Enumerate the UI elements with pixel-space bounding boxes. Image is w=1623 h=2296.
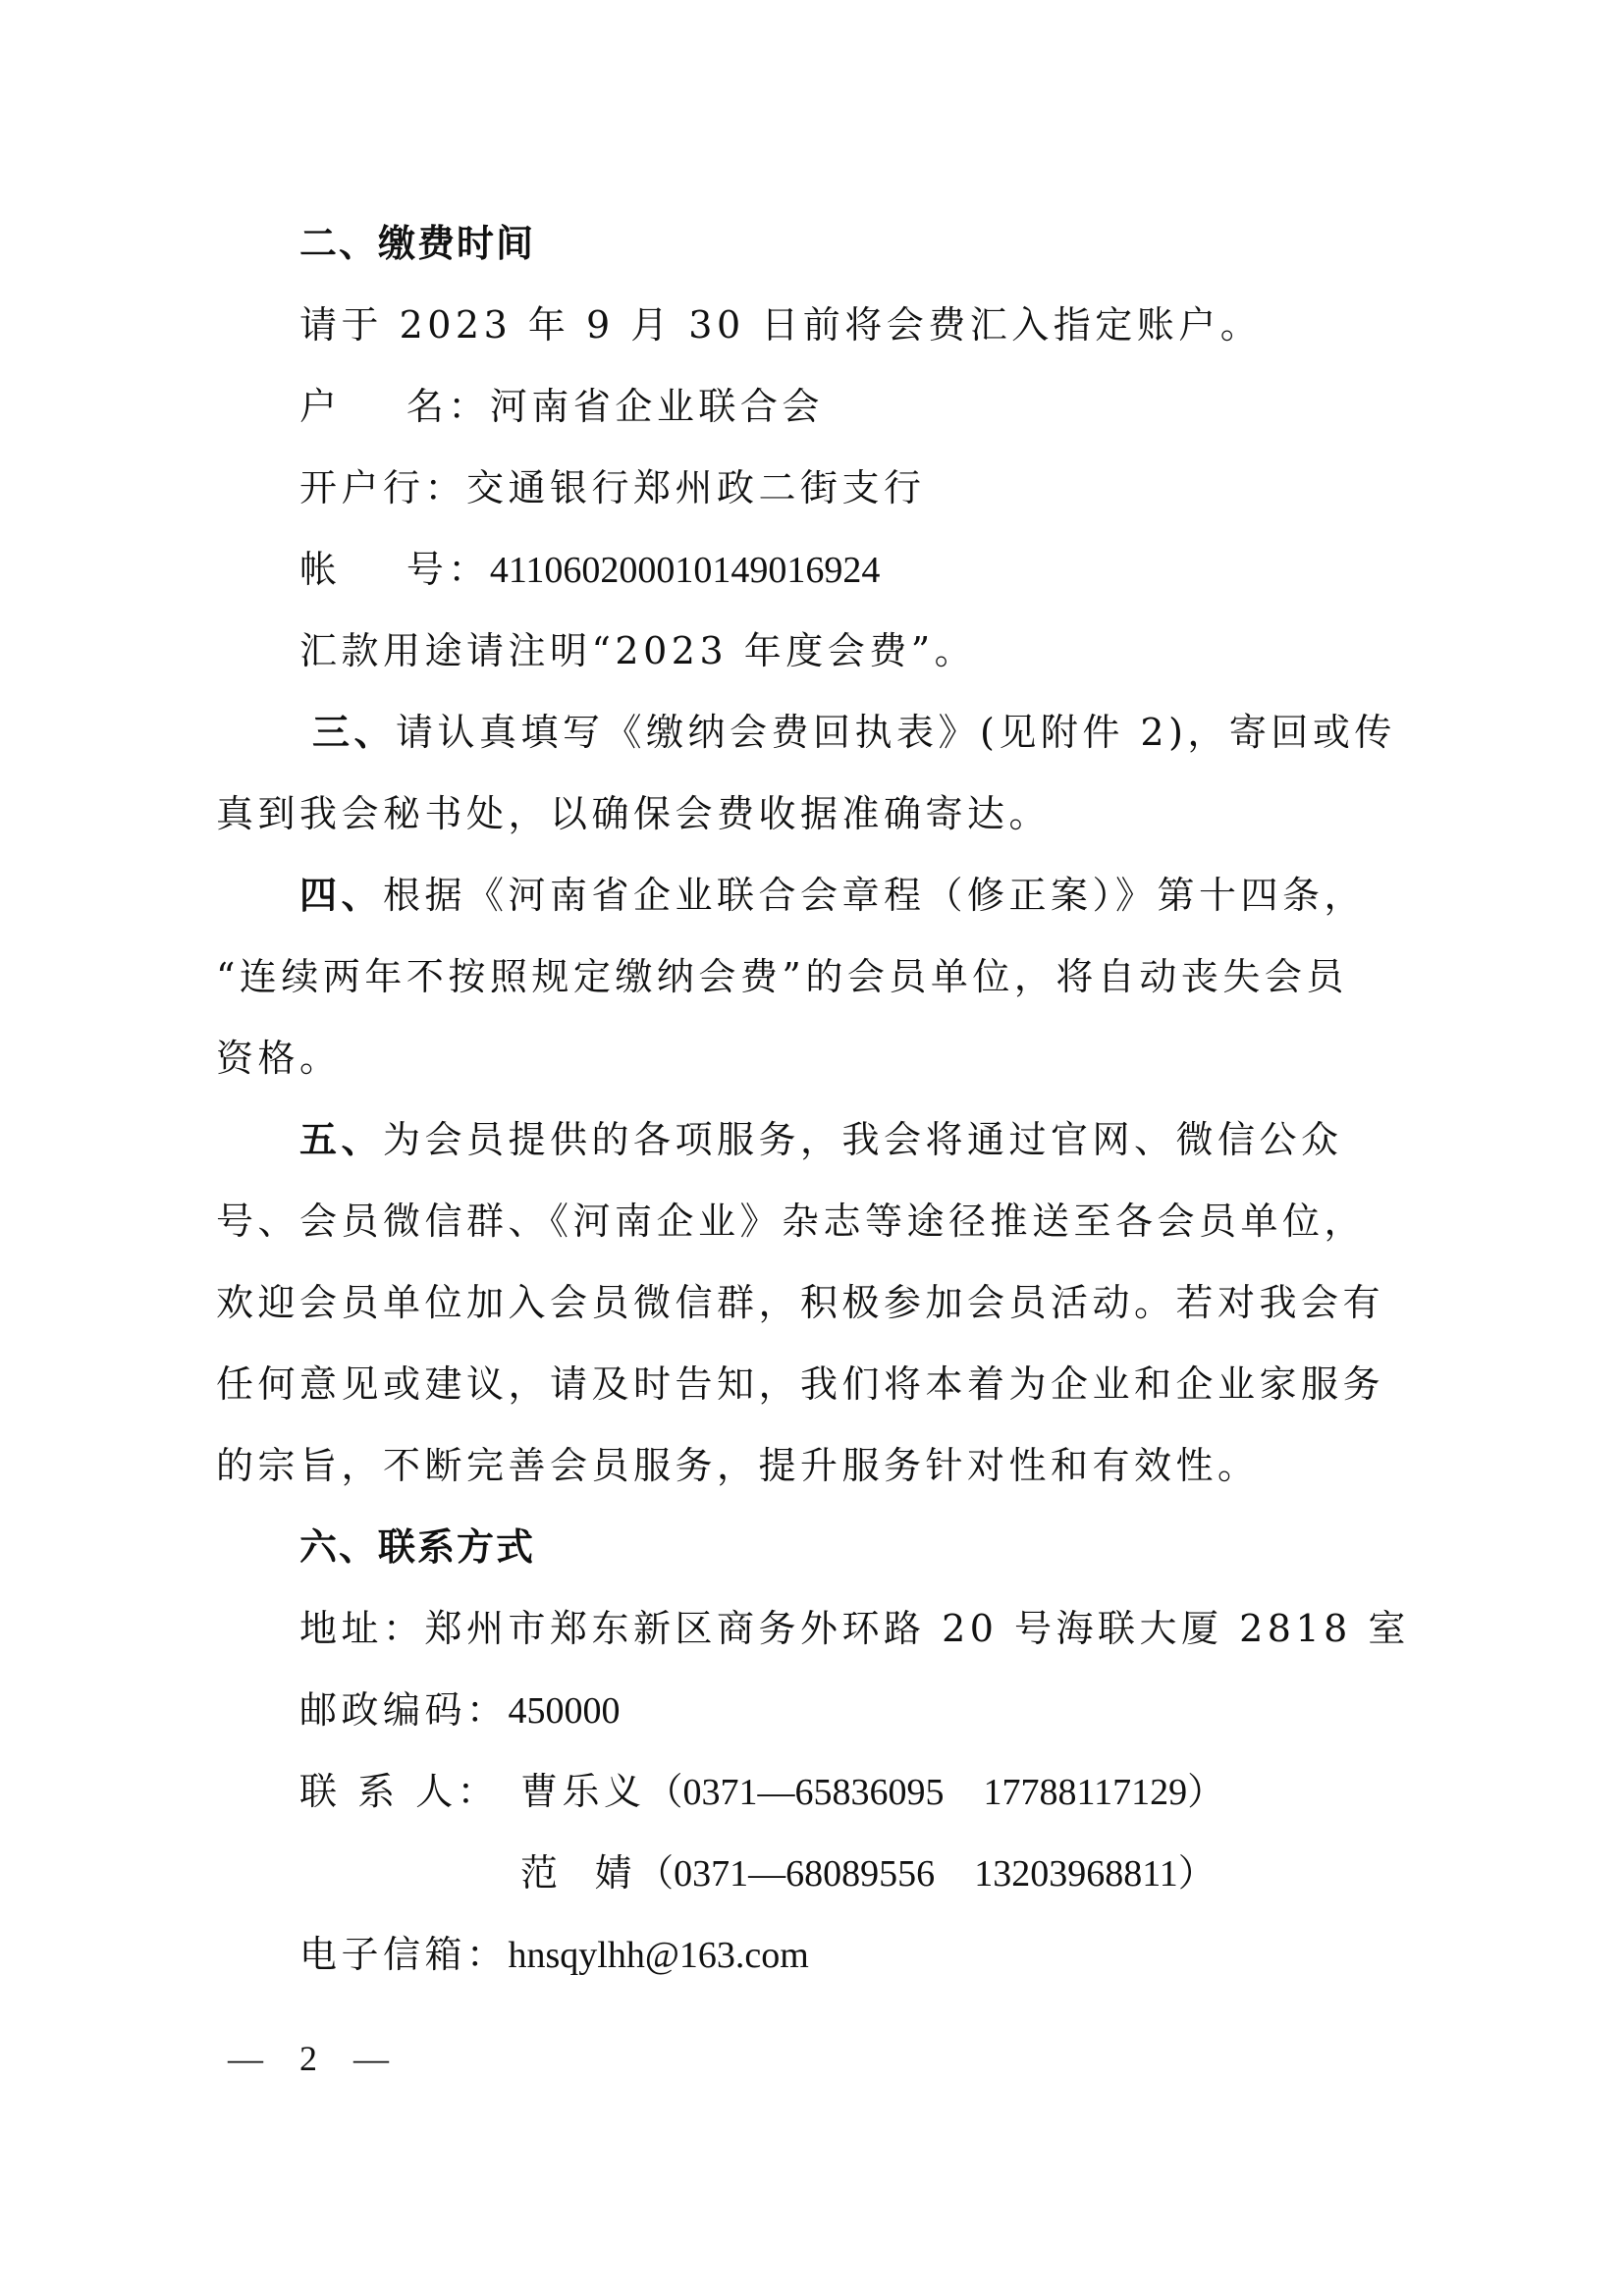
postcode-row (299, 1681, 1502, 1739)
address-label: 地址： (299, 1607, 425, 1650)
contact-name: 范 婧 (520, 1851, 637, 1895)
section5-line1 (299, 1110, 1419, 1169)
section-heading-contact: 六、联系方式 (299, 1525, 536, 1569)
account-number-label: 帐 号： (299, 548, 490, 591)
account-name-value: 河南省企业联合会 (489, 385, 824, 428)
postcode-label: 邮政编码： (299, 1688, 509, 1732)
address-value: 郑州市郑东新区商务外环路 20 号海联大厦 2818 室 (424, 1607, 1410, 1650)
contact-phone: （0371—68089556 (636, 1853, 936, 1895)
contact-row-2 (299, 1843, 1502, 1902)
payment-deadline: 请于 2023 年 9 月 30 日前将会费汇入指定账户。 (299, 303, 1263, 347)
section4-line3: 资格。 (216, 1037, 342, 1080)
section5-line3: 欢迎会员单位加入会员微信群，积极参加会员活动。若对我会有 (216, 1281, 1385, 1324)
bank-row (299, 458, 1502, 517)
account-name-row (299, 377, 1502, 436)
account-number-row (299, 540, 1502, 599)
section5-lead: 五、 (299, 1118, 384, 1161)
contact-mobile: 17788117129） (983, 1772, 1225, 1813)
section-heading-payment-time: 二、缴费时间 (299, 222, 536, 265)
section3-line1 (312, 703, 1412, 762)
address-row (299, 1599, 1502, 1658)
section5-text: 为会员提供的各项服务，我会将通过官网、微信公众 (383, 1118, 1343, 1161)
contact-mobile: 13203968811） (974, 1853, 1216, 1895)
postcode-value: 450000 (508, 1690, 621, 1732)
section4-line1 (299, 866, 1419, 925)
email-row (299, 1925, 1502, 1984)
section3-lead: 三、 (312, 711, 397, 754)
email-link[interactable]: hnsqylhh@163.com (508, 1935, 809, 1976)
contact-row-1 (299, 1762, 1502, 1821)
remittance-remark: 汇款用途请注明“2023 年度会费”。 (299, 629, 977, 672)
section3-line2: 真到我会秘书处，以确保会费收据准确寄达。 (216, 792, 1052, 835)
section3-text: 请认真填写《缴纳会费回执表》(见附件 2)，寄回或传 (396, 711, 1396, 754)
email-label: 电子信箱： (299, 1933, 509, 1976)
section5-line4: 任何意见或建议，请及时告知，我们将本着为企业和企业家服务 (216, 1362, 1385, 1406)
account-name-label: 户 名： (299, 385, 490, 428)
section4-text: 根据《河南省企业联合会章程（修正案）》第十四条， (383, 874, 1367, 917)
contact-phone: （0371—65836095 (645, 1772, 945, 1813)
account-number-value: 411060200010149016924 (489, 550, 881, 591)
contact-name: 曹乐义 (520, 1770, 646, 1813)
page-number: — 2 — (228, 2039, 403, 2078)
section5-line2: 号、会员微信群、《河南企业》杂志等途径推送至各会员单位， (216, 1200, 1367, 1243)
bank-label: 开户行： (299, 466, 467, 509)
contact-label: 联 系 人： (299, 1770, 500, 1813)
bank-value: 交通银行郑州政二街支行 (466, 466, 926, 509)
section4-line2: “连续两年不按照规定缴纳会费”的会员单位，将自动丧失会员 (216, 955, 1348, 998)
section4-lead: 四、 (299, 874, 384, 917)
section5-line5: 的宗旨，不断完善会员服务，提升服务针对性和有效性。 (216, 1444, 1260, 1487)
